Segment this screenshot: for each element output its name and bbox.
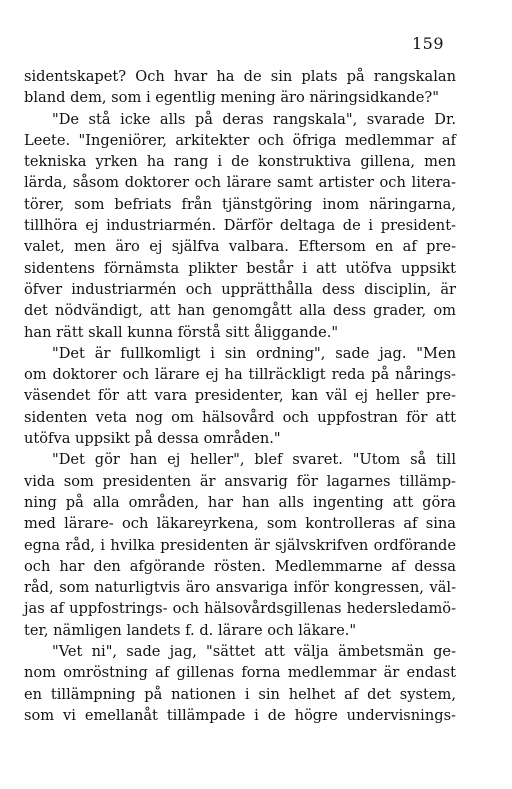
text-line: råd, som naturligtvis äro ansvariga inför kongressen, väl-	[24, 579, 456, 597]
text-line: sidentens förnämsta plikter består i att utöfva uppsikt	[24, 259, 456, 277]
page-number: 159	[411, 34, 444, 53]
text-line: ning på alla områden, har han alls ingenting att göra	[24, 493, 456, 511]
text-line: det nödvändigt, att han genomgått alla dess grader, om	[24, 302, 456, 320]
text-line: tillhöra ej industriarmén. Därför deltaga de i president-	[24, 217, 456, 235]
text-line: törer, som befriats från tjänstgöring inom näringarna,	[24, 195, 456, 213]
text-line: som vi emellanåt tillämpade i de högre undervisnings-	[24, 706, 456, 724]
text-line: öfver industriarmén och upprätthålla dess disciplin, är	[24, 280, 456, 298]
text-line: bland dem, som i egentlig mening äro näringsidkande?"	[24, 89, 439, 107]
body-text	[24, 66, 456, 726]
text-line: "Det gör han ej heller", blef svaret. "Utom så till	[52, 451, 456, 469]
text-line: en tillämpning på nationen i sin helhet af det system,	[24, 685, 456, 703]
text-line: väsendet för att vara presidenter, kan väl ej heller pre-	[24, 387, 456, 405]
text-line: vida som presidenten är ansvarig för lagarnes tillämp-	[24, 472, 456, 490]
text-line: "Det är fullkomligt i sin ordning", sade jag. "Men	[52, 344, 456, 362]
text-line: valet, men äro ej själfva valbara. Eftersom en af pre-	[24, 238, 456, 256]
text-line: lärda, såsom doktorer och lärare samt artister och litera-	[24, 174, 456, 192]
text-line: Leete. "Ingeniörer, arkitekter och öfriga medlemmar af	[24, 131, 456, 149]
text-line: ter, nämligen landets f. d. lärare och läkare."	[24, 621, 357, 639]
text-line: egna råd, i hvilka presidenten är självskrifven ordförande	[24, 536, 456, 554]
text-line: sidenten veta nog om hälsovård och uppfostran för att	[24, 408, 456, 426]
text-line: sidentskapet? Och hvar ha de sin plats på rangskalan	[24, 68, 456, 85]
text-line: "Vet ni", sade jag, "sättet att välja ämbetsmän ge-	[52, 643, 456, 661]
text-line: han rätt skall kunna förstå sitt åliggande."	[24, 323, 339, 341]
text-line: nom omröstning af gillenas forna medlemmar är endast	[24, 664, 456, 682]
text-line: "De stå icke alls på deras rangskala", svarade Dr.	[52, 110, 456, 128]
text-line: tekniska yrken ha rang i de konstruktiva gillena, men	[24, 153, 456, 171]
text-line: om doktorer och lärare ej ha tillräckligt reda på nårings-	[24, 366, 456, 384]
text-line: och har den afgörande rösten. Medlemmarne af dessa	[24, 557, 456, 575]
text-line: utöfva uppsikt på dessa områden."	[24, 430, 281, 448]
text-line: med lärare- och läkareyrkena, som kontrolleras af sina	[24, 515, 456, 533]
text-line: jas af uppfostrings- och hälsovårdsgillenas hedersledamö-	[24, 600, 456, 618]
